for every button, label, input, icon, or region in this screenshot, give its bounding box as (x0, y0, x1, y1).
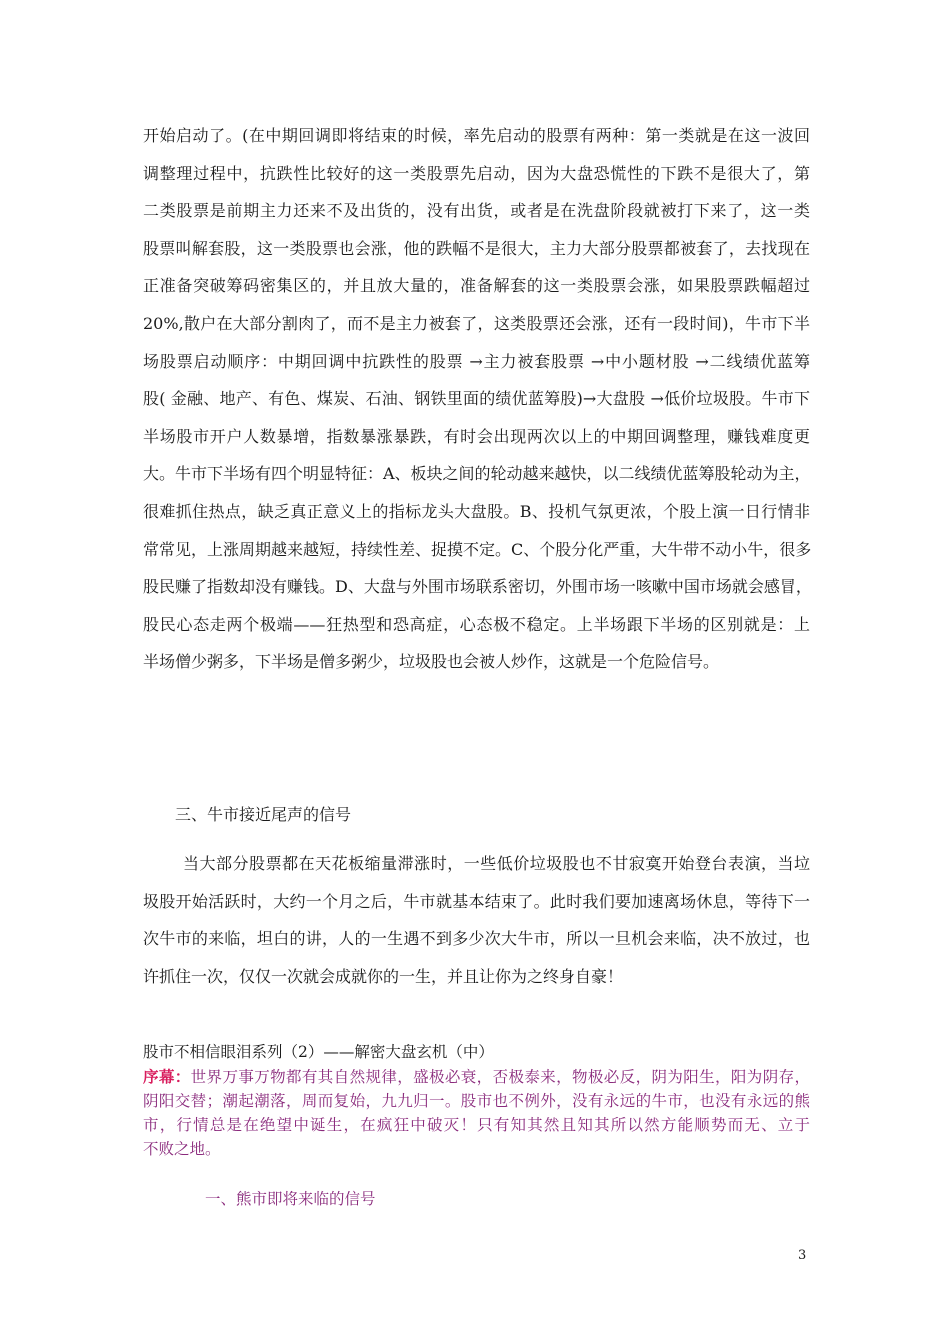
paragraph-line: 次牛市的来临，坦白的讲，人的一生遇不到多少次大牛市，所以一旦机会来临，决不放过，也 (143, 929, 810, 949)
ending-paragraph (143, 845, 810, 995)
paragraph-line: 很难抓住热点，缺乏真正意义上的指标龙头大盘股。B、投机气氛更浓，个股上演一日行情非 (143, 501, 810, 521)
paragraph-line: 正准备突破筹码密集区的，并且放大量的，准备解套的这一类股票会涨，如果股票跌幅超过 (143, 276, 810, 296)
preface-text: 世界万事万物都有其自然规律，盛极必衰，否极泰来，物极必反，阴为阳生，阳为阴存， (190, 1068, 810, 1086)
paragraph-line: 调整理过程中，抗跌性比较好的这一类股票先启动，因为大盘恐慌性的下跌不是很大了，第 (143, 163, 810, 183)
paragraph-line: 常常见，上涨周期越来越短，持续性差、捉摸不定。C、个股分化严重，大牛带不动小牛，很多 (143, 539, 812, 559)
paragraph-line: 股票叫解套股，这一类股票也会涨，他的跌幅不是很大，主力大部分股票都被套了，去找现在 (143, 238, 810, 258)
page-number: 3 (798, 1248, 807, 1263)
preface-line (143, 1065, 810, 1089)
paragraph-line: 圾股开始活跃时，大约一个月之后，牛市就基本结束了。此时我们要加速离场休息，等待下一 (143, 891, 810, 911)
preface-paragraph (143, 1065, 810, 1161)
paragraph-line: 半场股市开户人数暴增，指数暴涨暴跌，有时会出现两次以上的中期回调整理，赚钱难度更 (143, 426, 810, 446)
main-paragraph (143, 117, 810, 681)
paragraph-line: 股民赚了指数却没有赚钱。D、大盘与外围市场联系密切，外围市场一咳嗽中国市场就会感冒， (143, 577, 812, 597)
paragraph-line: 大。牛市下半场有四个明显特征：A、板块之间的轮动越来越快，以二线绩优蓝筹股轮动为主， (143, 464, 811, 484)
paragraph-line: 许抓住一次，仅仅一次就会成就你的一生，并且让你为之终身自豪！ (143, 966, 624, 986)
series-title: 股市不相信眼泪系列（2）——解密大盘玄机（中） (143, 1043, 494, 1061)
paragraph-line: 当大部分股票都在天花板缩量滞涨时，一些低价垃圾股也不甘寂寞开始登台表演，当垃 (183, 854, 810, 873)
paragraph-line: 20%,散户在大部分割肉了，而不是主力被套了，这类股票还会涨，还有一段时间)，牛市下半 (143, 313, 810, 333)
paragraph-line: 股民心态走两个极端——狂热型和恐高症，心态极不稳定。上半场跟下半场的区别就是：上 (143, 614, 810, 634)
paragraph-line: 开始启动了。(在中期回调即将结束的时候，率先启动的股票有两种：第一类就是在这一波回 (143, 126, 810, 145)
preface-line: 不败之地。 (143, 1140, 221, 1158)
paragraph-line: 场股票启动顺序：中期回调中抗跌性的股票 →主力被套股票 →中小题材股 →二线绩优蓝筹 (143, 351, 810, 371)
section-heading: 三、牛市接近尾声的信号 (175, 805, 352, 824)
paragraph-line: 半场僧少粥多，下半场是僧多粥少，垃圾股也会被人炒作，这就是一个危险信号。 (143, 652, 720, 672)
subsection-heading: 一、熊市即将来临的信号 (205, 1190, 376, 1208)
preface-line: 阴阳交替；潮起潮落，周而复始，九九归一。股市也不例外，没有永远的牛市，也没有永远的熊 (143, 1092, 810, 1110)
preface-line: 市，行情总是在绝望中诞生，在疯狂中破灭！只有知其然且知其所以然方能顺势而无、立于 (143, 1116, 810, 1134)
preface-label: 序幕： (143, 1067, 191, 1086)
paragraph-line: 二类股票是前期主力还来不及出货的，没有出货，或者是在洗盘阶段就被打下来了，这一类 (143, 201, 810, 221)
paragraph-line: 股( 金融、地产、有色、煤炭、石油、钢铁里面的绩优蓝筹股)→大盘股 →低价垃圾股。牛市下 (143, 389, 810, 409)
